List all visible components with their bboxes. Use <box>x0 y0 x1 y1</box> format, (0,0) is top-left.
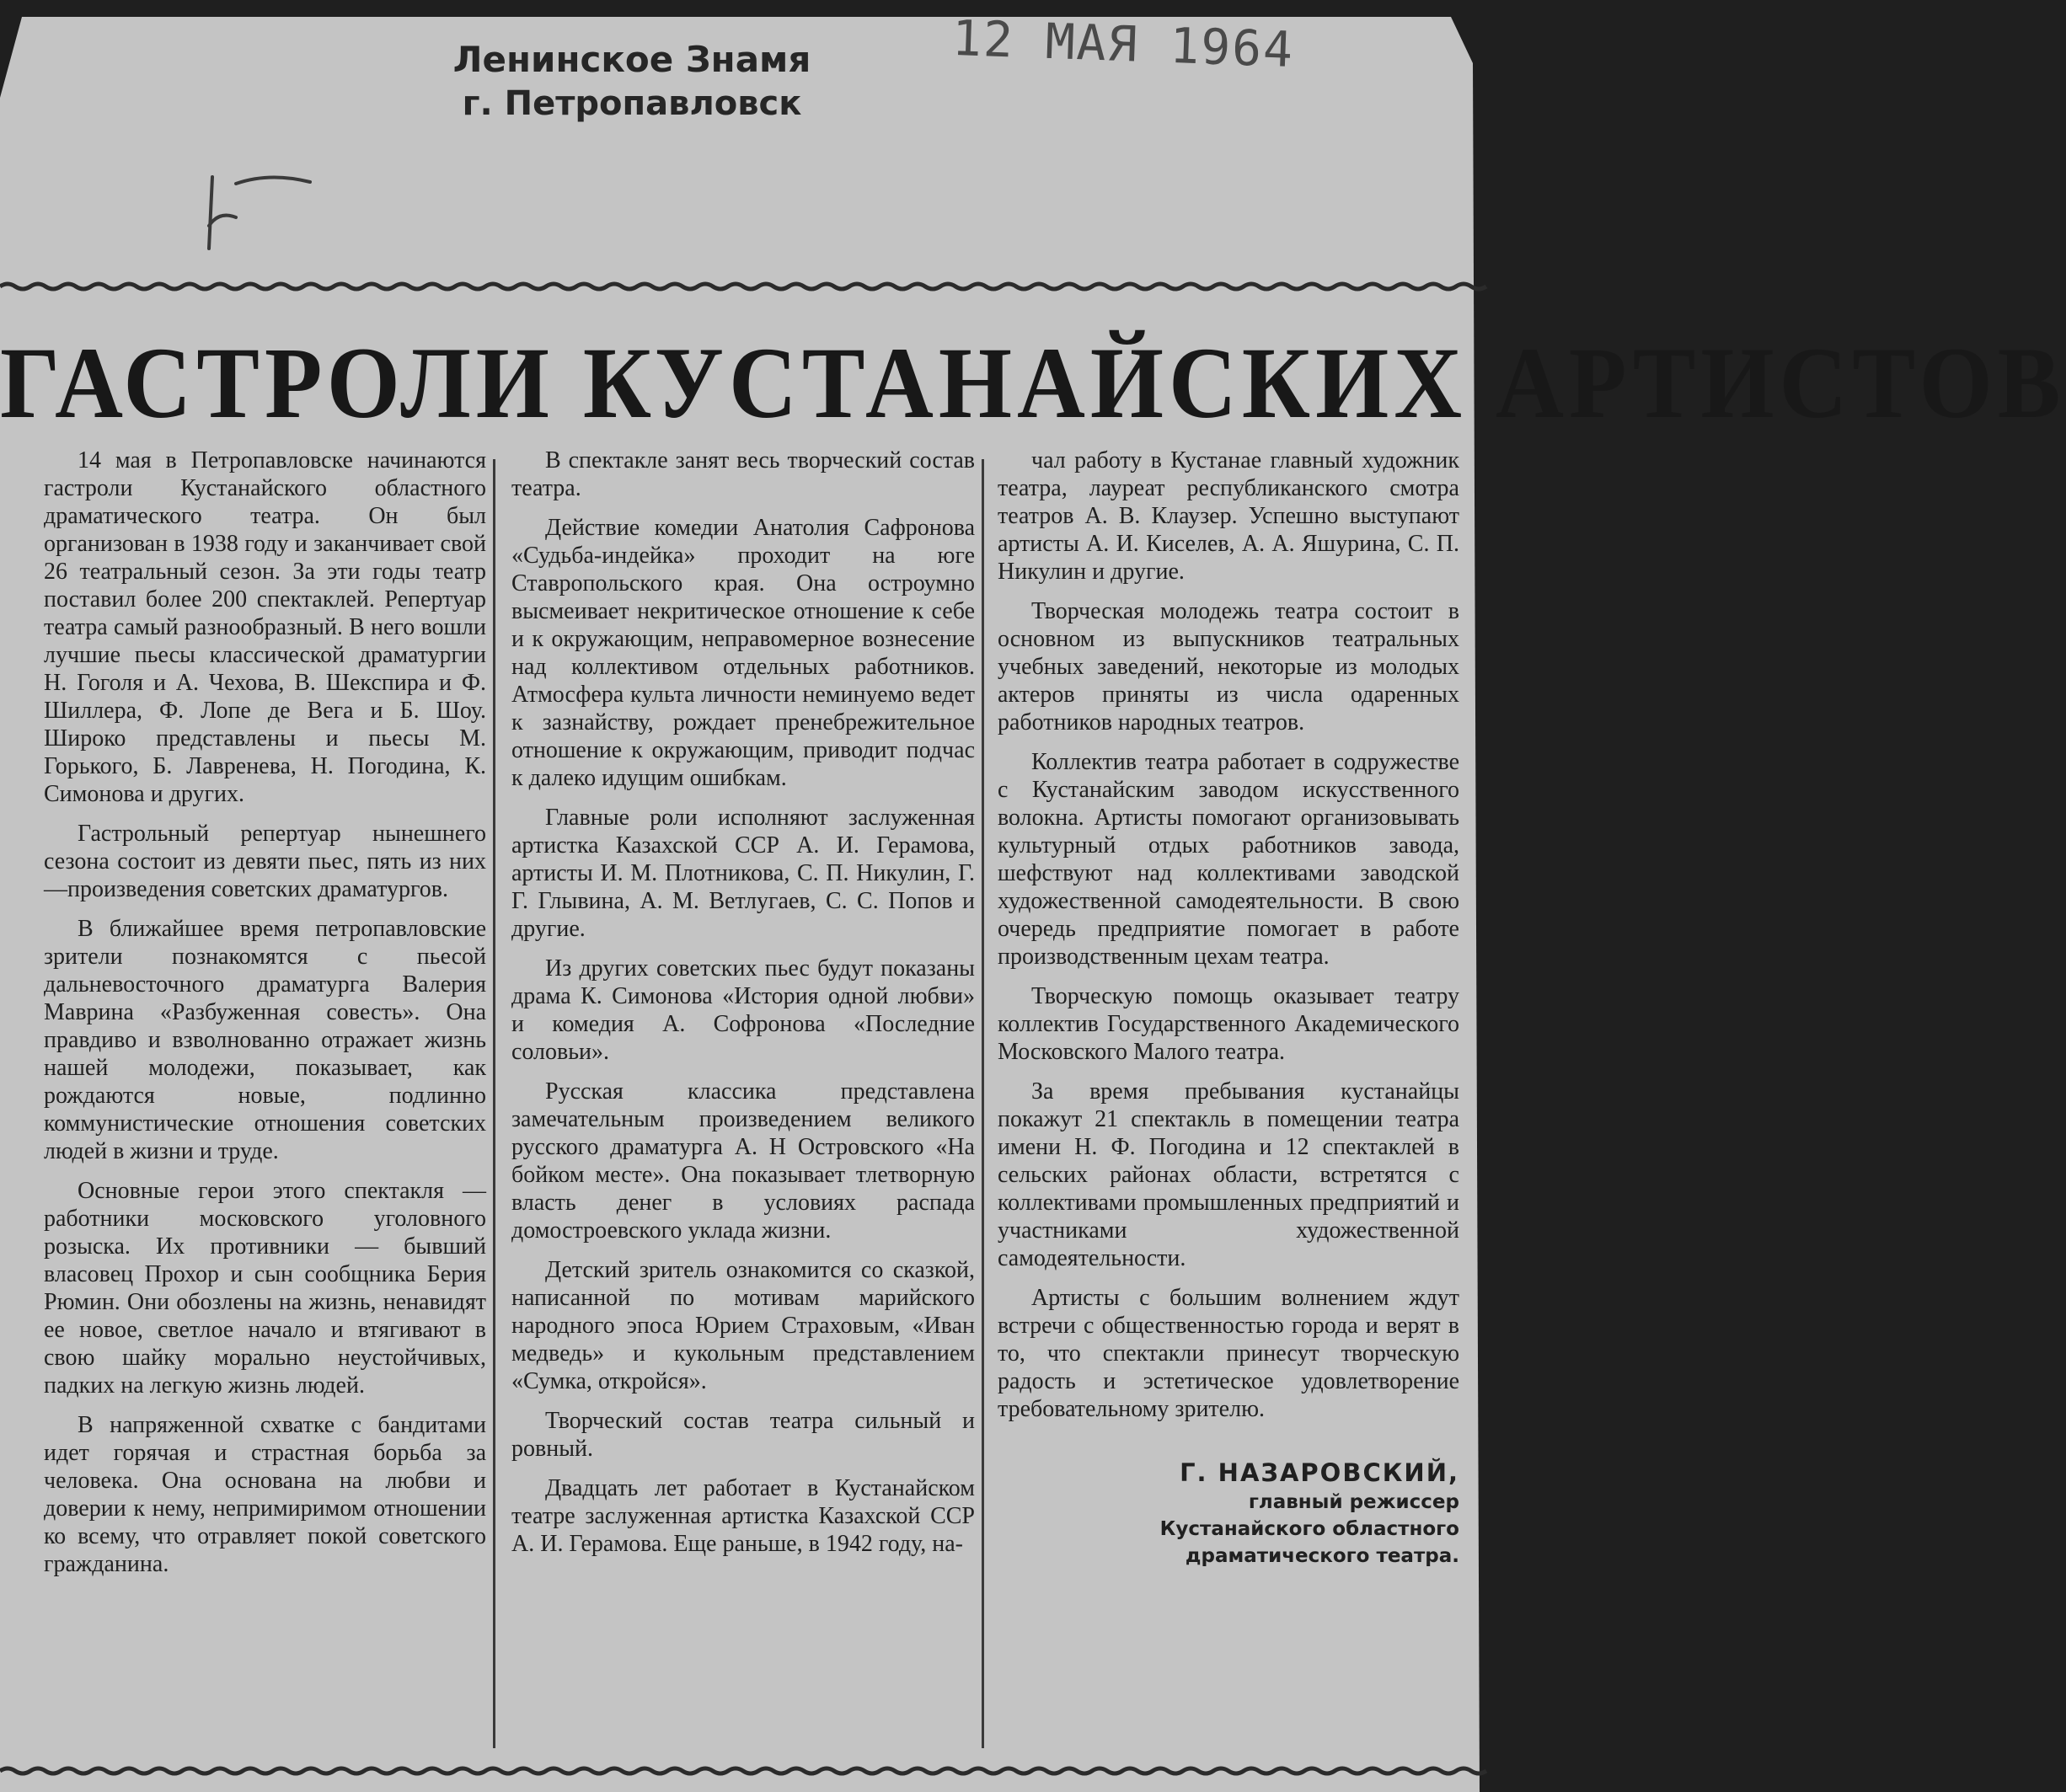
author-name: Г. НАЗАРОВСКИЙ, <box>1180 1458 1459 1487</box>
masthead <box>396 38 868 126</box>
paragraph: В ближайшее время петропавловские зрители познакомятся с пьесой дальневосточного драматурга Валерия Маврина «Разбуженная совесть». Она правдиво и взволнованно отражает жизнь нашей молодежи, показывает, как рождаются новые, подлинно коммунистические отношения советских людей в жизни и труде. <box>44 916 486 1164</box>
paragraph: чал работу в Кустанае главный художник театра, лауреат республиканского смотра театров А. В. Клаузер. Успешно выступают артисты А. И. Киселев, А. А. Яшурина, С. П. Никулин и другие. <box>998 447 1459 585</box>
author-title-3: драматического театра. <box>1185 1545 1459 1567</box>
paragraph: Детский зритель ознакомится со сказкой, написанной по мотивам марийского народного эпоса Юрием Страховым, «Иван медведь» и кукольным представлением «Сумка, откройся». <box>511 1257 975 1394</box>
author-title-2: Кустанайского областного <box>1159 1518 1459 1540</box>
paragraph: Коллектив театра работает в содружестве с Кустанайским заводом искусственного волокна. Артисты помогают организовывать культурный отдых работников завода, шефствуют над коллективами заводской художественной самодеятельности. В свою очередь предприятие помогает в работе производственным цехам театра. <box>998 749 1459 970</box>
article-body <box>44 447 1459 1744</box>
paragraph: Артисты с большим волнением ждут встречи с общественностью города и верят в то, что спектакли принесут творческую радость и эстетическое удовлетворение требовательному зрителю. <box>998 1285 1459 1422</box>
paragraph: За время пребывания кустанайцы покажут 21 спектакль в помещении театра имени Н. Ф. Погодина и 12 спектаклей в сельских районах области, встретятся с коллективами промышленных предприятий и участниками художественной самодеятельности. <box>998 1078 1459 1271</box>
paragraph: Русская классика представлена замечательным произведением великого русского драматурга А. Н Островского «На бойком месте». Она показывает тлетворную власть денег в условиях распада домостроевского уклада жизни. <box>511 1078 975 1244</box>
paragraph: Творческий состав театра сильный и ровный. <box>511 1408 975 1462</box>
paragraph: Гастрольный репертуар нынешнего сезона состоит из девяти пьес, пять из них—произведения советских драматургов. <box>44 821 486 902</box>
date-stamp: 12 МАЯ 1964 <box>950 8 1296 79</box>
paragraph: В спектакле занят весь творческий состав театра. <box>511 447 975 501</box>
newspaper-city: г. Петропавловск <box>462 84 802 123</box>
article-headline: ГАСТРОЛИ КУСТАНАЙСКИХ АРТИСТОВ <box>0 327 2066 440</box>
bottom-divider <box>0 1763 1480 1779</box>
paragraph: Из других советских пьес будут показаны драма К. Симонова «История одной любви» и комедия А. Софронова «Последние соловьи». <box>511 955 975 1065</box>
paragraph: В напряженной схватке с бандитами идет горячая и страстная борьба за человека. Она основана на любви и доверии к нему, непримиримом отношении ко всему, что отравляет покой советского гражданина. <box>44 1412 486 1577</box>
article-column-1 <box>44 447 486 1744</box>
top-divider <box>0 278 1480 295</box>
paragraph: Главные роли исполняют заслуженная артистка Казахской ССР А. И. Герамова, артисты И. М. Плотникова, С. П. Никулин, Г. Г. Глывина, А. М. Ветлугаев, С. С. Попов и другие. <box>511 805 975 942</box>
newspaper-name: Ленинское Знамя <box>452 39 811 80</box>
article-column-2 <box>511 447 975 1744</box>
paragraph: Творческая молодежь театра состоит в основном из выпускников театральных учебных заведений, некоторые из молодых актеров приняты из числа одаренных работников народных театров. <box>998 598 1459 736</box>
article-column-3 <box>998 447 1459 1744</box>
author-title-1: главный режиссер <box>1248 1491 1459 1513</box>
paragraph: Основные герои этого спектакля — работники московского уголовного розыска. Их противники — бывший власовец Прохор и сын сообщника Берия Рюмин. Они обозлены на жизнь, ненавидят ее новое, светлое начало и втягивают в свою шайку морально неустойчивых, падких на легкую жизнь людей. <box>44 1178 486 1399</box>
paragraph: Действие комедии Анатолия Сафронова «Судьба-индейка» проходит на юге Ставропольского края. Она остроумно высмеивает некритическое отношение к себе и к окружающим, неправомерное вознесение над коллективом отдельных работников. Атмосфера культа личности неминуемо ведет к зазнайству, рождает пренебрежительное отношение к окружающим, приводит подчас к далеко идущим ошибкам. <box>511 515 975 791</box>
handwritten-mark-icon <box>202 160 320 261</box>
author-signature <box>998 1457 1459 1570</box>
paragraph: 14 мая в Петропавловске начинаются гастроли Кустанайского областного драматического театра. Он был организован в 1938 году и заканчивает свой 26 театральный сезон. За эти годы театр поставил более 200 спектаклей. Репертуар театра самый разнообразный. В него вошли лучшие пьесы классической драматургии Н. Гоголя и А. Чехова, В. Шекспира и Ф. Шиллера, Ф. Лопе де Вега и Б. Шоу. Широко представлены и пьесы М. Горького, Б. Лавренева, Н. Погодина, К. Симонова и других. <box>44 447 486 807</box>
paragraph: Творческую помощь оказывает театру коллектив Государственного Академического Московского Малого театра. <box>998 983 1459 1065</box>
paragraph: Двадцать лет работает в Кустанайском театре заслуженная артистка Казахской ССР А. И. Герамова. Еще раньше, в 1942 году, на- <box>511 1475 975 1557</box>
